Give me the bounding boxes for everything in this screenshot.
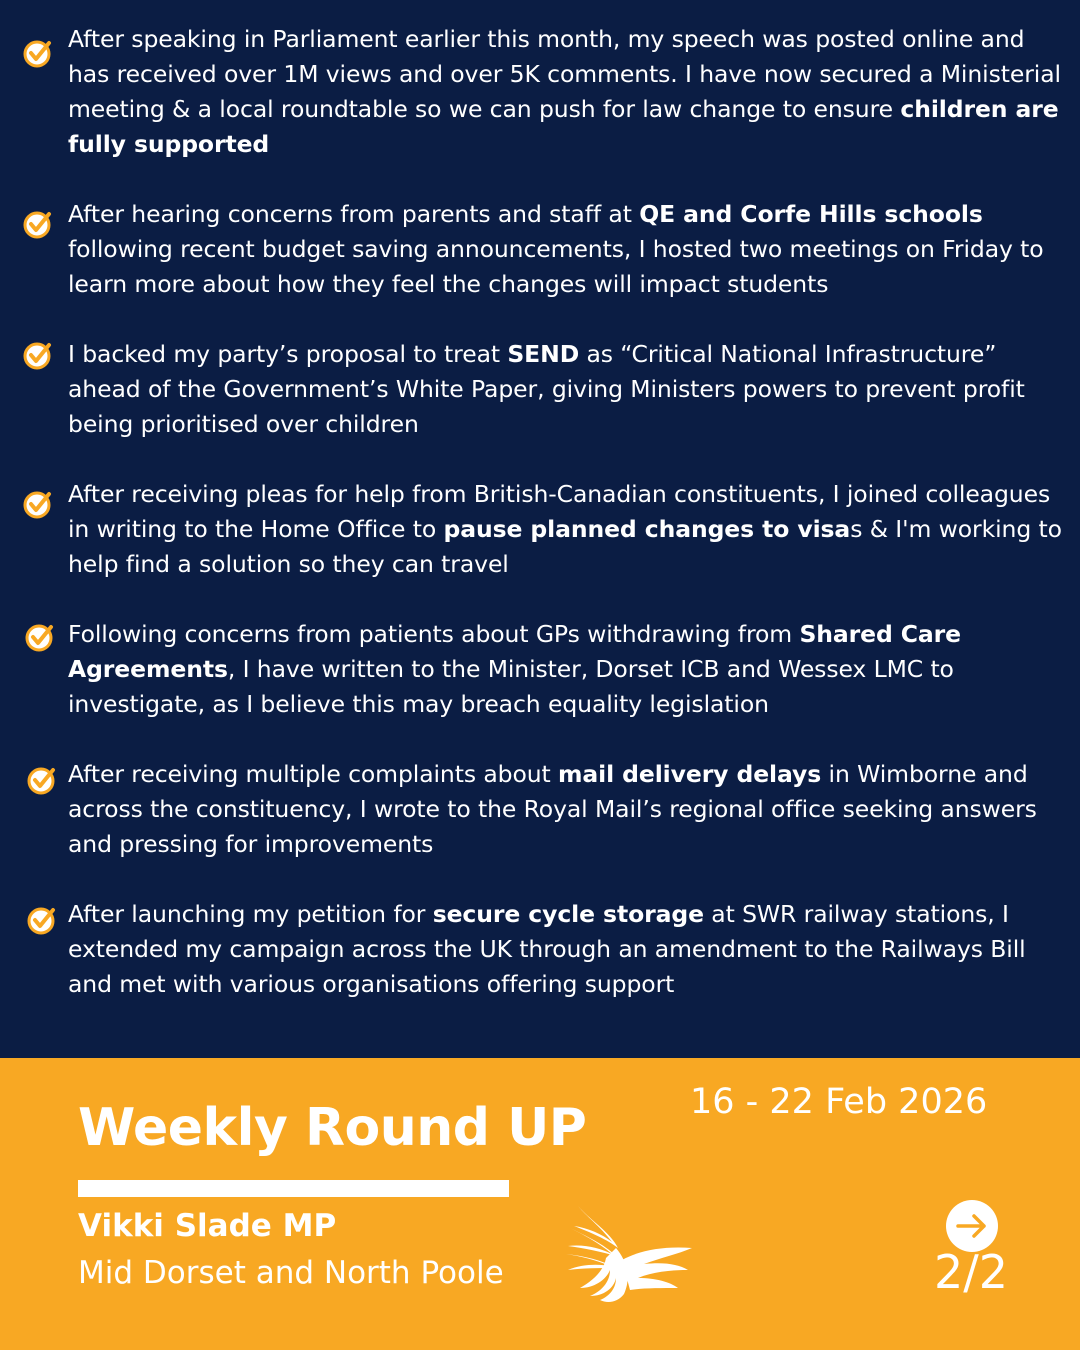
page-indicator: 2/2	[934, 1245, 1009, 1299]
item-text-bold: pause planned changes to visa	[443, 515, 851, 543]
item-text-segment: After receiving multiple complaints about	[68, 760, 559, 788]
item-text-segment: at SWR railway stations, I extended my campaign across the UK through an amendment to the Railways Bill and met with various organisations offering support	[68, 900, 1026, 998]
item-text	[68, 22, 1068, 162]
item-text-bold: children are fully supported	[68, 95, 1059, 158]
item-text-segment: following recent budget saving announcements, I hosted two meetings on Friday to learn more about how they feel the changes will impact students	[68, 235, 1044, 298]
check-circle-icon	[22, 340, 52, 370]
check-circle-icon	[26, 905, 56, 935]
item-text	[68, 337, 1068, 442]
page-title: Weekly Round UP	[78, 1098, 587, 1158]
check-circle-icon	[24, 622, 54, 652]
item-text-segment: I backed my party’s proposal to treat	[68, 340, 508, 368]
item-text	[68, 197, 1068, 302]
date-range: 16 - 22 Feb 2026	[690, 1082, 988, 1122]
item-text-segment: in Wimborne and across the constituency, I wrote to the Royal Mail’s regional office seeking answers and pressing for improvements	[68, 760, 1037, 858]
liberal-democrats-bird-logo	[560, 1198, 700, 1308]
item-text-segment: Following concerns from patients about GPs withdrawing from	[68, 620, 800, 648]
item-text-segment: After speaking in Parliament earlier this month, my speech was posted online and has received over 1M views and over 5K comments. I have now secured a Ministerial meeting & a local roundtable so we can push for law change to ensure	[68, 25, 1061, 123]
item-text-bold: QE and Corfe Hills schools	[639, 200, 983, 228]
item-text-segment: After receiving pleas for help from British-Canadian constituents, I joined colleagues in writing to the Home Office to	[68, 480, 1051, 543]
check-circle-icon	[22, 209, 52, 239]
item-text-segment: After launching my petition for	[68, 900, 433, 928]
check-circle-icon	[22, 38, 52, 68]
item-text	[68, 617, 1068, 722]
item-text	[68, 897, 1068, 1002]
item-text	[68, 477, 1068, 582]
title-underline	[78, 1180, 509, 1197]
item-text-segment: s & I'm working to help find a solution so they can travel	[68, 515, 1062, 578]
check-circle-icon	[22, 489, 52, 519]
item-text-bold: SEND	[507, 340, 580, 368]
item-text-bold: mail delivery delays	[558, 760, 822, 788]
item-text-segment: After hearing concerns from parents and staff at	[68, 200, 640, 228]
constituency-name: Mid Dorset and North Poole	[78, 1255, 504, 1291]
item-text-segment: as “Critical National Infrastructure” ahead of the Government’s White Paper, giving Ministers powers to prevent profit being prioritised over children	[68, 340, 1025, 438]
item-text	[68, 757, 1068, 862]
check-circle-icon	[26, 765, 56, 795]
mp-name: Vikki Slade MP	[78, 1208, 337, 1244]
item-text-segment: , I have written to the Minister, Dorset ICB and Wessex LMC to investigate, as I believe this may breach equality legislation	[68, 655, 954, 718]
item-text-bold: Shared Care Agreements	[68, 620, 962, 683]
item-text-bold: secure cycle storage	[432, 900, 704, 928]
